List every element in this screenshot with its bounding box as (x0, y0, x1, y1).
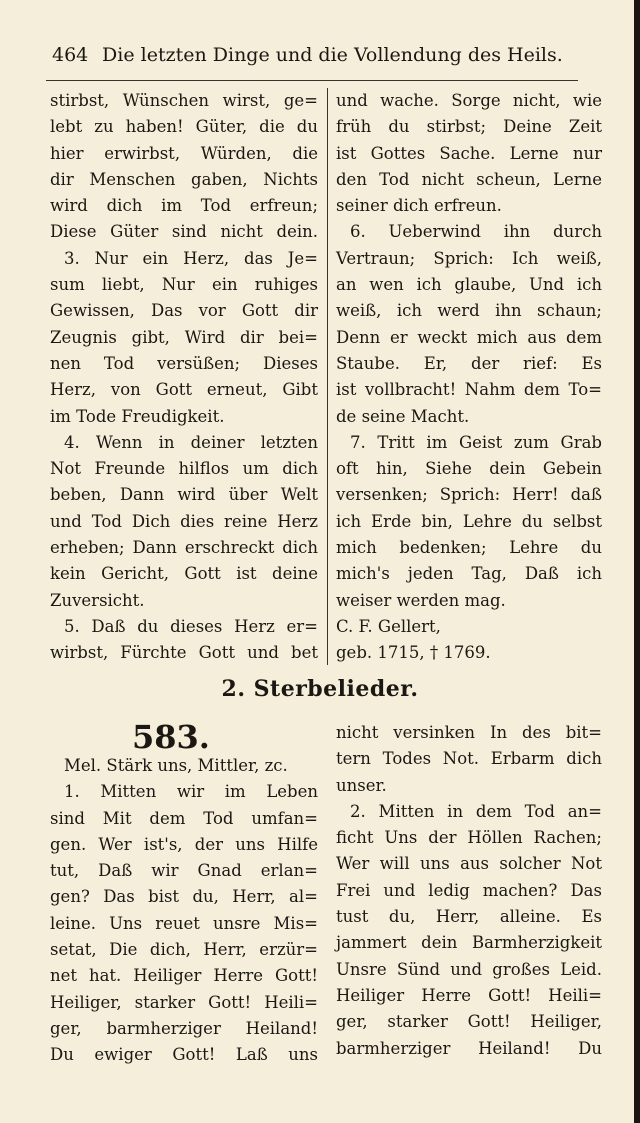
text-line: Zeugnis gibt, Wird dir bei= (50, 327, 318, 347)
text-line: Staube. Er, der rief: Es (336, 353, 602, 373)
text-line: hier erwirbst, Würden, die (50, 143, 318, 163)
text-line: sind Mit dem Tod umfan= (50, 808, 318, 828)
text-line: sum liebt, Nur ein ruhiges (50, 275, 318, 295)
text-line: versenken; Sprich: Herr! daß (336, 485, 602, 505)
text-line: 3. Nur ein Herz, das Je= (64, 248, 318, 268)
page-edge (634, 0, 640, 1123)
text-line: ficht Uns der Höllen Rachen; (336, 828, 602, 848)
text-line: Herz, von Gott erneut, Gibt (50, 380, 318, 400)
text-line: 5. Daß du dieses Herz er= (64, 616, 318, 636)
text-line: setat, Die dich, Herr, erzür= (50, 940, 318, 960)
text-line: ger, starker Gott! Heiliger, (336, 1012, 602, 1032)
section-title: 2. Sterbelieder. (221, 676, 419, 702)
text-line: und wache. Sorge nicht, wie (336, 91, 602, 110)
text-line: kein Gericht, Gott ist deine (50, 564, 318, 584)
text-line: Diese Güter sind nicht dein. (50, 222, 318, 242)
text-line: barmherziger Heiland! Du (336, 1038, 602, 1058)
text-line: de seine Macht. (336, 406, 470, 426)
text-line: lebt zu haben! Güter, die du (50, 117, 318, 137)
column-divider (327, 88, 328, 665)
text-line: weiser werden mag. (336, 590, 506, 610)
text-line: und Tod Dich dies reine Herz (50, 511, 318, 531)
signature-dates: geb. 1715, † 1769. (336, 643, 491, 663)
text-line: stirbst, Wünschen wirst, ge= (50, 91, 318, 110)
text-line: Vertraun; Sprich: Ich weiß, (336, 248, 602, 268)
text-line: Gewissen, Das vor Gott dir (50, 301, 318, 321)
text-line: Not Freunde hilflos um dich (50, 459, 318, 479)
text-line: Heiliger, starker Gott! Heili= (50, 992, 318, 1012)
text-line: früh du stirbst; Deine Zeit (336, 117, 602, 137)
running-title: Die letzten Dinge und die Vollendung des Heils. (102, 44, 563, 66)
column-right-bottom (336, 720, 602, 1062)
text-line: 7. Tritt im Geist zum Grab (350, 432, 602, 452)
text-line: unser. (336, 775, 387, 795)
header-rule (46, 80, 578, 81)
text-line: nicht versinken In des bit= (336, 723, 602, 742)
text-line: ist vollbracht! Nahm dem To= (336, 380, 602, 400)
text-line: Heiliger Herre Gott! Heili= (336, 985, 602, 1005)
text-line: tust du, Herr, alleine. Es (336, 907, 602, 927)
text-line: Zuversicht. (50, 590, 145, 610)
text-line: Du ewiger Gott! Laß uns (50, 1045, 318, 1065)
text-line: 1. Mitten wir im Leben (64, 782, 318, 802)
text-line: Wer will uns aus solcher Not (336, 854, 602, 874)
text-line: 4. Wenn in deiner letzten (64, 432, 318, 452)
text-line: beben, Dann wird über Welt (50, 485, 318, 505)
text-line: tern Todes Not. Erbarm dich (336, 749, 602, 769)
text-line: ist Gottes Sache. Lerne nur (336, 143, 602, 163)
text-line: Frei und ledig machen? Das (336, 880, 602, 900)
text-line: erheben; Dann erschreckt dich (50, 538, 318, 558)
text-line: jammert dein Barmherzigkeit (336, 933, 602, 953)
text-line: im Tode Freudigkeit. (50, 406, 225, 426)
text-line: ger, barmherziger Heiland! (50, 1018, 318, 1038)
page-number: 464 (52, 44, 89, 66)
text-line: 2. Mitten in dem Tod an= (350, 801, 602, 821)
text-line: leine. Uns reuet unsre Mis= (50, 913, 318, 933)
text-line: dir Menschen gaben, Nichts (50, 169, 318, 189)
running-header (52, 44, 572, 66)
signature-author: C. F. Gellert, (336, 616, 441, 636)
text-line: seiner dich erfreun. (336, 196, 502, 216)
text-line: an wen ich glaube, Und ich (336, 275, 602, 295)
text-line: den Tod nicht scheun, Lerne (336, 169, 602, 189)
text-line: nen Tod versüßen; Dieses (50, 353, 318, 373)
text-line: mich bedenken; Lehre du (336, 538, 602, 558)
text-line: mich's jeden Tag, Daß ich (336, 564, 602, 584)
text-line: wirbst, Fürchte Gott und bet (50, 643, 318, 663)
text-line: wird dich im Tod erfreun; (50, 196, 318, 216)
text-line: Unsre Sünd und großes Leid. (336, 959, 602, 979)
text-line: 6. Ueberwind ihn durch (350, 222, 602, 242)
column-right-top (336, 88, 602, 667)
text-line: gen. Wer ist's, der uns Hilfe (50, 834, 318, 854)
text-line: tut, Daß wir Gnad erlan= (50, 861, 318, 881)
text-line: weiß, ich werd ihn schaun; (336, 301, 602, 321)
hymn-number: 583. (132, 718, 210, 756)
text-line: Denn er weckt mich aus dem (336, 327, 602, 347)
text-line: ich Erde bin, Lehre du selbst (336, 511, 602, 531)
text-line: oft hin, Siehe dein Gebein (336, 459, 602, 479)
text-line: Mel. Stärk uns, Mittler, zc. (64, 756, 288, 775)
text-line: gen? Das bist du, Herr, al= (50, 887, 318, 907)
column-left-top (50, 88, 318, 667)
text-line: net hat. Heiliger Herre Gott! (50, 966, 318, 986)
column-left-bottom (50, 753, 318, 1069)
